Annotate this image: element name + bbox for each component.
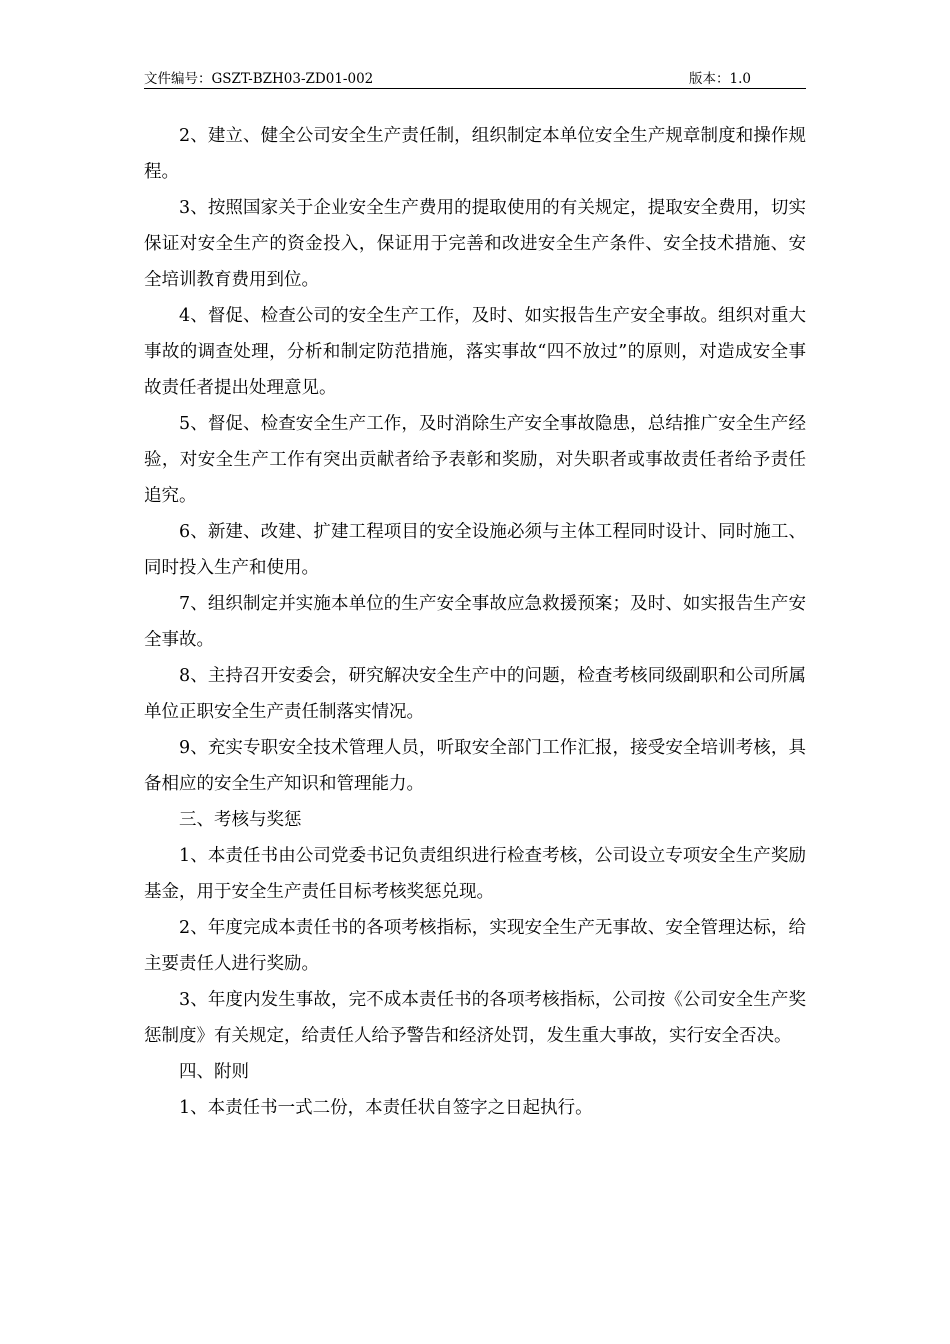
section-heading-assessment: 三、考核与奖惩 [179, 810, 302, 830]
clause-6: 6、新建、改建、扩建工程项目的安全设施必须与主体工程同时设计、同时施工、同时投入生产和使用。 [144, 522, 806, 578]
page-header [144, 70, 806, 89]
assessment-clause-2: 2、年度完成本责任书的各项考核指标，实现安全生产无事故、安全管理达标，给主要责任人进行奖励。 [144, 918, 806, 974]
clause-7: 7、组织制定并实施本单位的生产安全事故应急救援预案；及时、如实报告生产安全事故。 [144, 594, 806, 650]
clause-8: 8、主持召开安委会，研究解决安全生产中的问题，检查考核同级副职和公司所属单位正职安全生产责任制落实情况。 [144, 666, 806, 722]
assessment-clause-3: 3、年度内发生事故，完不成本责任书的各项考核指标，公司按《公司安全生产奖惩制度》有关规定，给责任人给予警告和经济处罚，发生重大事故，实行安全否决。 [144, 990, 806, 1046]
clause-3: 3、按照国家关于企业安全生产费用的提取使用的有关规定，提取安全费用，切实保证对安全生产的资金投入，保证用于完善和改进安全生产条件、安全技术措施、安全培训教育费用到位。 [144, 198, 806, 290]
document-number: 文件编号：GSZT-BZH03-ZD01-002 [144, 71, 374, 87]
document-body [144, 118, 806, 1126]
clause-4: 4、督促、检查公司的安全生产工作，及时、如实报告生产安全事故。组织对重大事故的调查处理，分析和制定防范措施，落实事故“四不放过”的原则，对造成安全事故责任者提出处理意见。 [144, 306, 806, 398]
assessment-clause-1: 1、本责任书由公司党委书记负责组织进行检查考核，公司设立专项安全生产奖励基金，用于安全生产责任目标考核奖惩兑现。 [144, 846, 806, 902]
section-heading-appendix: 四、附则 [179, 1062, 249, 1082]
clause-2: 2、建立、健全公司安全生产责任制，组织制定本单位安全生产规章制度和操作规程。 [144, 126, 806, 182]
appendix-clause-1: 1、本责任书一式二份，本责任状自签字之日起执行。 [179, 1098, 593, 1118]
clause-9: 9、充实专职安全技术管理人员，听取安全部门工作汇报，接受安全培训考核，具备相应的安全生产知识和管理能力。 [144, 738, 806, 794]
document-version: 版本：1.0 [689, 71, 751, 87]
clause-5: 5、督促、检查安全生产工作，及时消除生产安全事故隐患，总结推广安全生产经验，对安全生产工作有突出贡献者给予表彰和奖励，对失职者或事故责任者给予责任追究。 [144, 414, 806, 506]
